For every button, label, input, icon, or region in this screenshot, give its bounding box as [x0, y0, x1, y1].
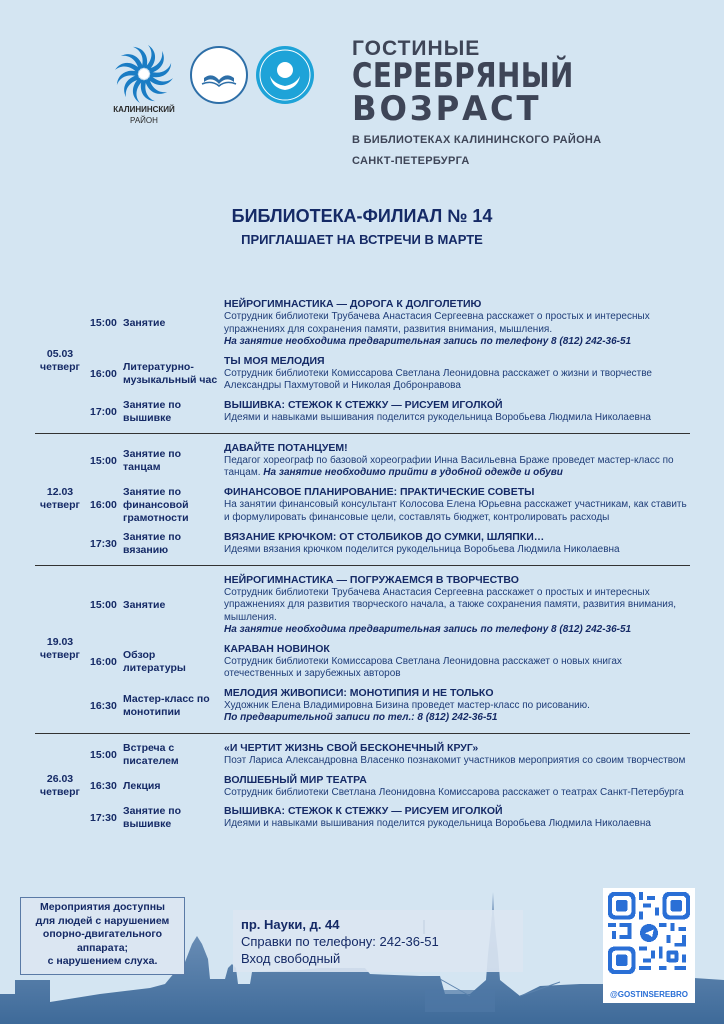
event-row: [90, 641, 690, 685]
event-title: ВЫШИВКА: СТЕЖОК К СТЕЖКУ — РИСУЕМ ИГОЛКОЙ: [224, 398, 503, 411]
event-row: [90, 353, 690, 397]
page-subtitle: ПРИГЛАШАЕТ НА ВСТРЕЧИ В МАРТЕ: [241, 232, 483, 247]
event-row: [90, 529, 690, 561]
event-info: [224, 643, 690, 681]
address-box: [233, 910, 523, 972]
event-description: Поэт Лариса Александровна Власенко познакомит участников мероприятия со своим творчеством: [224, 754, 686, 766]
event-description: Сотрудник библиотеки Трубачева Анастасия Сергеевна расскажет о простых и интересных упражнениях для развития творческого начала, а также сохранения памяти, развития внимания, мышления.: [224, 586, 677, 623]
event-note: На занятие необходима предварительная запись по телефону 8 (812) 242-36-51: [224, 336, 632, 347]
district-caption-line2: РАЙОН: [130, 116, 158, 125]
event-type: Обзор литературы: [123, 648, 186, 674]
event-description: Идеями и навыками вышивания поделится рукодельница Воробьева Людмила Николаевна: [224, 818, 651, 830]
telegram-qr-code[interactable]: [603, 888, 695, 1003]
accessibility-line: с нарушением слуха.: [47, 955, 158, 967]
brand-line2: СЕРЕБРЯНЫЙ: [352, 56, 574, 96]
event-title: ВЯЗАНИЕ КРЮЧКОМ: ОТ СТОЛБИКОВ ДО СУМКИ, ШЛЯПКИ…: [224, 530, 545, 543]
event-time: 16:00: [90, 367, 117, 380]
event-info: [224, 687, 690, 725]
social-care-logo: [256, 46, 314, 104]
weekday: четверг: [40, 499, 80, 511]
event-description: Сотрудник библиотеки Комиссарова Светлана Леонидовна расскажет о новых книгах отечественных и зарубежных авторов: [224, 655, 622, 679]
event-info: [224, 442, 690, 480]
event-row: [90, 484, 690, 529]
event-title: «И ЧЕРТИТ ЖИЗНЬ СВОЙ БЕСКОНЕЧНЫЙ КРУГ»: [224, 741, 479, 754]
day-date: [35, 348, 85, 374]
event-info: [224, 399, 690, 425]
brand-line4: В БИБЛИОТЕКАХ КАЛИНИНСКОГО РАЙОНА: [352, 134, 602, 146]
event-row: [90, 803, 690, 835]
event-time: 15:00: [90, 748, 117, 761]
event-description: Сотрудник библиотеки Комиссарова Светлана Леонидовна расскажет о жизни и творчестве Александры Пахмутовой и Николая Добронравова: [224, 367, 652, 391]
library-system-logo: [190, 46, 248, 104]
event-time: 16:30: [90, 780, 117, 793]
event-type: Занятие: [123, 316, 166, 329]
event-info: [224, 742, 690, 768]
event-row: [90, 440, 690, 484]
event-title: ВЫШИВКА: СТЕЖОК К СТЕЖКУ — РИСУЕМ ИГОЛКОЙ: [224, 805, 503, 818]
brand-line1: ГОСТИНЫЕ: [352, 37, 481, 60]
weekday: четверг: [40, 649, 80, 661]
event-time: 16:30: [90, 699, 117, 712]
address: пр. Науки, д. 44: [241, 917, 340, 932]
event-info: [224, 774, 690, 800]
event-time: 16:00: [90, 499, 117, 511]
event-row: [90, 685, 690, 729]
event-title: ТЫ МОЯ МЕЛОДИЯ: [224, 354, 325, 367]
event-row: [90, 572, 690, 641]
telegram-handle[interactable]: @GOSTINSEREBRO: [609, 990, 689, 999]
brand-block: [352, 38, 652, 167]
weekday: четверг: [40, 786, 80, 799]
event-type: Занятие по танцам: [123, 447, 181, 473]
event-info: [224, 574, 690, 637]
event-time: 17:00: [90, 405, 117, 418]
event-description: Педагог хореограф по базовой хореографии Инна Васильевна Браже проведет мастер-класс по танцам.: [224, 454, 674, 478]
event-time: 15:00: [90, 454, 117, 467]
date-value: 19.03: [46, 636, 74, 648]
date-value: 12.03: [46, 486, 74, 498]
event-title: ФИНАНСОВОЕ ПЛАНИРОВАНИЕ: ПРАКТИЧЕСКИЕ СОВЕТЫ: [224, 486, 535, 498]
schedule: [35, 290, 690, 839]
schedule-day: [35, 434, 690, 566]
event-note: На занятие необходима предварительная запись по телефону 8 (812) 242-36-51: [224, 624, 632, 635]
date-value: 05.03: [46, 348, 74, 361]
weekday: четверг: [40, 361, 80, 374]
accessibility-notice: [20, 897, 185, 975]
day-date: [35, 773, 85, 799]
open-book-icon: [192, 48, 246, 102]
schedule-day: [35, 566, 690, 734]
accessibility-line: для людей с нарушением: [35, 914, 170, 927]
event-type: Литературно-музыкальный час: [123, 360, 218, 386]
event-info: [224, 298, 690, 349]
event-info: [224, 805, 690, 831]
event-info: [224, 531, 690, 557]
event-row: [90, 296, 690, 353]
event-title: КАРАВАН НОВИНОК: [224, 642, 330, 655]
event-title: ВОЛШЕБНЫЙ МИР ТЕАТРА: [224, 773, 367, 786]
kalininsky-district-logo: [114, 44, 174, 104]
phone-info: Справки по телефону: 242-36-51: [241, 934, 439, 949]
accessibility-line: опорно-двигательного: [42, 928, 163, 940]
event-row: [90, 397, 690, 429]
event-note: По предварительной записи по тел.: 8 (812) 242-36-51: [224, 712, 498, 723]
hands-flower-icon: [256, 46, 314, 104]
event-note: На занятие необходимо прийти в удобной одежде и обуви: [263, 467, 563, 478]
event-description: Художник Елена Владимировна Бизина проведет мастер-класс по рисованию.: [224, 699, 590, 711]
event-description: Идеями и навыками вышивания поделится рукодельница Воробьева Людмила Николаевна: [224, 411, 651, 423]
event-time: 16:00: [90, 655, 117, 668]
event-type: Мастер-класс по монотипии: [123, 692, 210, 718]
day-date: [35, 486, 85, 512]
event-info: [224, 355, 690, 393]
brand-line5: САНКТ-ПЕТЕРБУРГА: [352, 155, 470, 167]
event-type: Занятие по вязанию: [123, 530, 181, 556]
event-description: Сотрудник библиотеки Светлана Леонидовна Комиссарова расскажет о театрах Санкт-Петербурга: [224, 786, 684, 798]
event-title: МЕЛОДИЯ ЖИВОПИСИ: МОНОТИПИЯ И НЕ ТОЛЬКО: [224, 686, 494, 699]
event-info: [224, 486, 690, 524]
event-description: На занятии финансовый консультант Колосова Елена Юрьевна расскажет участникам, как ставить и формулировать финансовые цели, составлять бюджет, контролировать расходы: [224, 499, 687, 523]
event-type: Встреча с писателем: [123, 741, 179, 767]
event-time: 15:00: [90, 317, 117, 330]
event-description: Идеями вязания крючком поделится рукодельница Воробьева Людмила Николаевна: [224, 543, 620, 555]
event-time: 17:30: [90, 537, 117, 550]
date-value: 26.03: [46, 773, 74, 786]
event-time: 17:30: [90, 812, 117, 824]
event-title: ДАВАЙТЕ ПОТАНЦУЕМ!: [224, 441, 348, 454]
event-type: Занятие по вышивке: [123, 398, 181, 424]
schedule-day: [35, 734, 690, 840]
page-title: БИБЛИОТЕКА-ФИЛИАЛ № 14: [231, 206, 493, 226]
event-row: [90, 772, 690, 804]
event-row: [90, 740, 690, 772]
day-date: [35, 636, 85, 662]
entry-info: Вход свободный: [241, 951, 341, 966]
district-caption: [110, 104, 178, 126]
event-title: НЕЙРОГИМНАСТИКА — ДОРОГА К ДОЛГОЛЕТИЮ: [224, 298, 482, 310]
accessibility-line: Мероприятия доступны: [39, 901, 166, 913]
event-type: Занятие: [123, 598, 166, 611]
event-title: НЕЙРОГИМНАСТИКА — ПОГРУЖАЕМСЯ В ТВОРЧЕСТВО: [224, 573, 519, 586]
schedule-day: [35, 290, 690, 434]
district-caption-line1: КАЛИНИНСКИЙ: [113, 105, 175, 114]
qr-code-icon: [608, 892, 690, 974]
brand-line3: ВОЗРАСТ: [352, 89, 542, 129]
partner-logos: [110, 44, 320, 124]
event-type: Занятие по вышивке: [123, 805, 181, 830]
accessibility-line: аппарата;: [76, 941, 129, 954]
event-time: 15:00: [90, 599, 117, 611]
event-type: Лекция: [123, 779, 161, 792]
event-description: Сотрудник библиотеки Трубачева Анастасия Сергеевна расскажет о простых и интересных упражнениях для сохранения памяти, развития внимания, мышления.: [224, 311, 650, 335]
event-type: Занятие по финансовой грамотности: [123, 485, 189, 524]
